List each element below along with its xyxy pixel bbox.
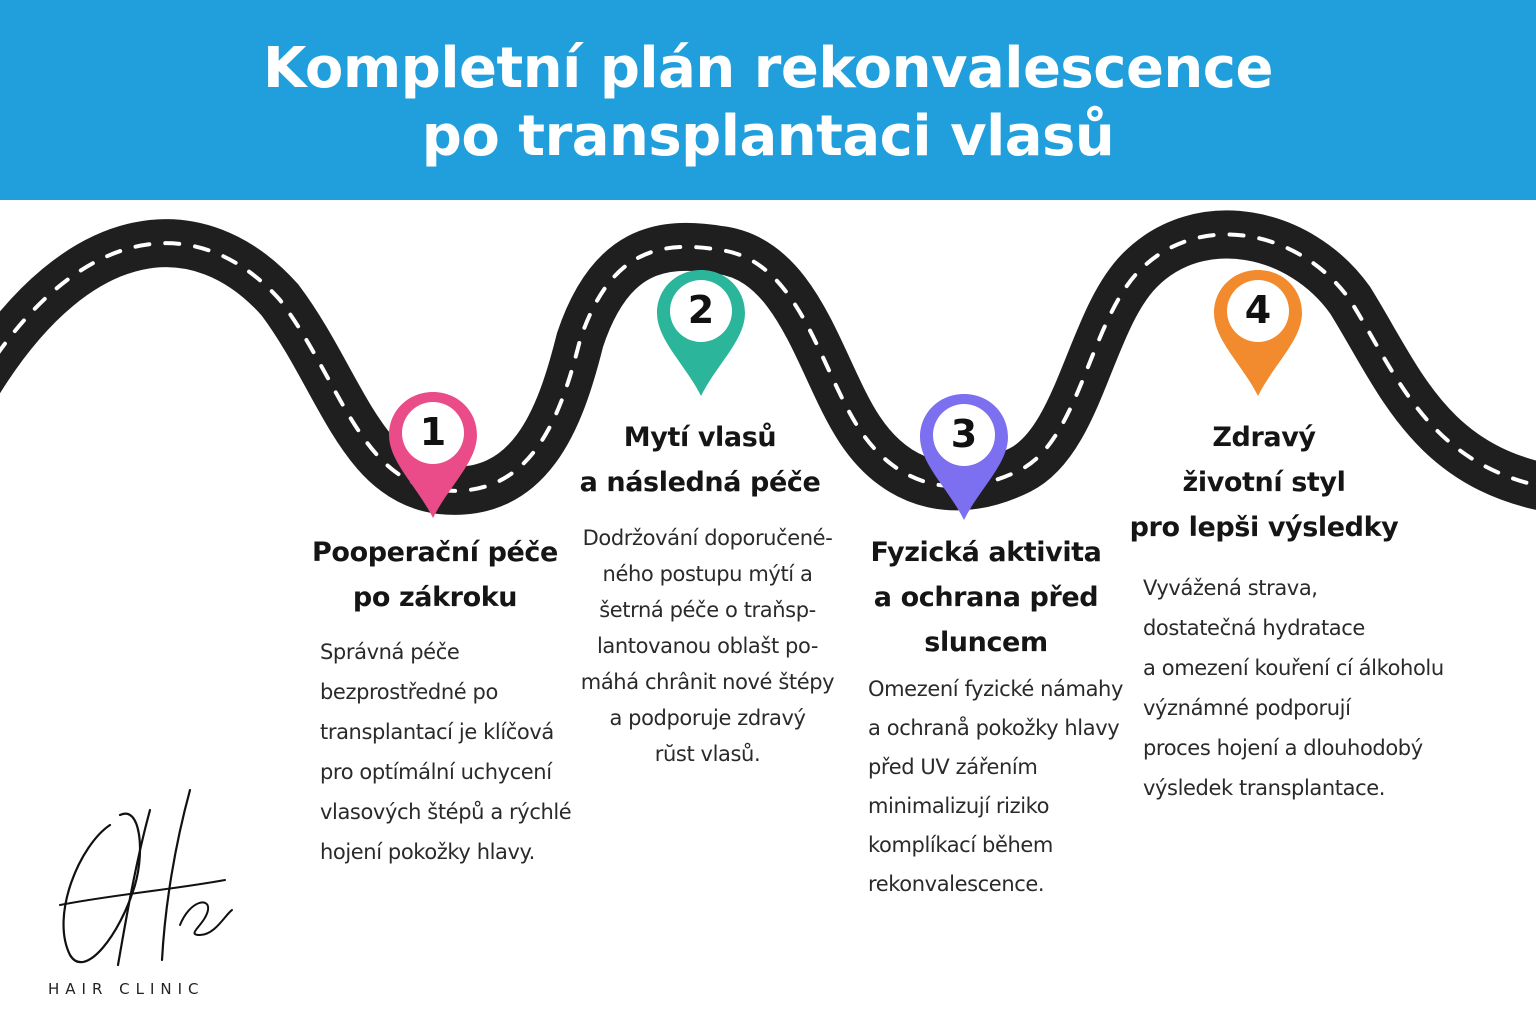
step-1-pin [387, 390, 479, 520]
step-1-text-line: Správná péče [320, 640, 460, 664]
clinic-logo [40, 785, 250, 1010]
step-2-heading-line: Mytí vlasů [623, 422, 777, 453]
step-3-number: 3 [950, 412, 978, 456]
step-3-heading-line: Fyzická aktivita [870, 537, 1102, 568]
step-4-heading-line: pro lepši výsledky [1129, 512, 1399, 543]
step-4-text [1143, 568, 1444, 808]
page-title-line-1: Kompletní plán rekonvalescence [263, 36, 1273, 101]
step-3-heading-line: a ochrana před [873, 582, 1099, 613]
step-3-text-line: komplíkací během [868, 833, 1053, 857]
step-4-text-line: dostatečná hydratace [1143, 616, 1365, 640]
step-4-number: 4 [1244, 288, 1272, 332]
step-1-text-line: bezprostředné po [320, 680, 498, 704]
monogram-signature-icon [40, 785, 250, 975]
step-1-heading-line: Pooperační péče [312, 537, 558, 568]
step-3-heading-line: sluncem [924, 627, 1048, 658]
step-3-text-line: Omezení fyzické námahy [868, 677, 1123, 701]
step-3-text-line: minimalizují riziko [868, 794, 1050, 818]
step-1-text-line: pro optímální uchycení [320, 760, 552, 784]
step-2-text-line: a podporuje zdravý [609, 706, 806, 730]
page-title-line-2: po transplantaci vlasů [421, 104, 1115, 169]
step-4-text-line: proces hojení a dlouhodobý [1143, 736, 1423, 760]
step-2-text-line: lantovanou oblašt po- [596, 634, 818, 658]
step-2-text-line: máhá chrânit nové štépy [580, 670, 835, 694]
step-4-text-line: a omezení kouření cí álkoholu [1143, 656, 1444, 680]
step-1-text [320, 632, 571, 872]
step-1-number: 1 [419, 410, 447, 454]
step-2-heading-line: a následná péče [579, 467, 821, 498]
step-2-number: 2 [687, 288, 715, 332]
step-2-pin [655, 268, 747, 398]
step-2-heading [560, 415, 840, 505]
step-1-text-line: transplantací je klíčová [320, 720, 554, 744]
step-4-pin [1212, 268, 1304, 398]
step-2-text-line: Dodržování doporučené- [582, 526, 833, 550]
step-2-text-line: ného postupu mýtí a [602, 562, 813, 586]
clinic-logo-caption: HAIR CLINIC [48, 980, 205, 998]
step-3-text-line: a ochranå pokožky hlavy [868, 716, 1120, 740]
step-2-text-line: šetrná péče o traňsp- [599, 598, 816, 622]
step-4-text-line: Vyvážená strava, [1143, 576, 1318, 600]
step-1-heading [280, 530, 590, 620]
step-2-text-line: rŭst vlasů. [654, 742, 761, 766]
step-1-text-line: hojení pokožky hlavy. [320, 840, 535, 864]
step-4-heading [1118, 415, 1410, 550]
step-4-text-line: výsledek transplantace. [1143, 776, 1386, 800]
step-3-text [868, 670, 1123, 904]
step-3-pin [918, 392, 1010, 522]
step-1-heading-line: po zákroku [352, 582, 518, 613]
step-3-heading [845, 530, 1127, 665]
step-3-text-line: rekonvalescence. [868, 872, 1045, 896]
step-3-text-line: před UV zářením [868, 755, 1038, 779]
step-2-text [570, 520, 845, 772]
step-4-heading-line: životní styl [1182, 467, 1346, 498]
step-1-text-line: vlasových štépů a rýchlé [320, 800, 572, 824]
step-4-text-line: význámné podporují [1143, 696, 1351, 720]
step-4-heading-line: Zdravý [1212, 422, 1316, 453]
